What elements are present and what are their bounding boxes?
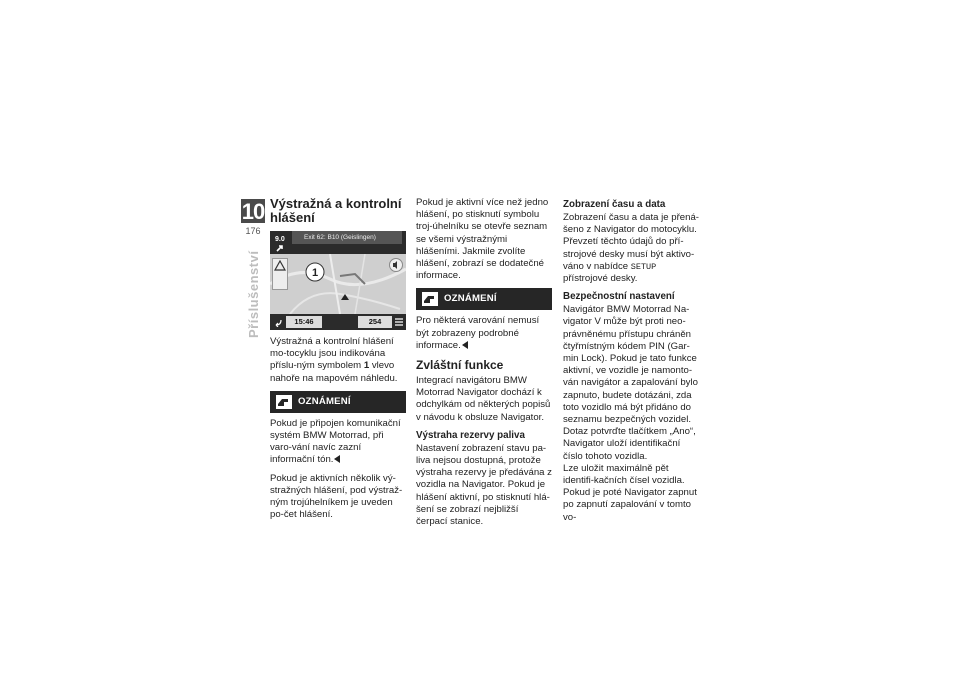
subsection-heading: Výstraha rezervy paliva [416, 429, 525, 441]
column-2 [416, 197, 552, 534]
warning-panel[interactable] [272, 258, 288, 290]
warning-triangle-icon[interactable] [273, 259, 287, 273]
text: Pro některá varování nemusí být zobrazeny podrobné informace. [416, 315, 540, 351]
note-box [416, 288, 552, 310]
column-3 [563, 197, 699, 530]
subsection-heading: Zobrazení času a data [563, 199, 666, 210]
page-number: 176 [245, 226, 261, 236]
map-callout-1: 1 [311, 267, 319, 279]
paragraph: Pokud je poté Navigator zapnut po zapnutí zapalování v tomto vo- [563, 487, 697, 523]
note-box [270, 391, 406, 413]
paragraph: Pokud je aktivní více než jedno hlášení, po stisknutí symbolu troj-úhelníku se otevře seznam se všemi výstražnými hlášeními. Jakmile zvolíte hlášení, zobrazí se dodatečné informace. [416, 197, 549, 282]
paragraph [270, 418, 406, 467]
section-heading: Zvláštní funkce [416, 358, 504, 373]
section-title: Výstražná a kontrolní hlášení [270, 196, 402, 225]
note-label: OZNÁMENÍ [444, 293, 497, 305]
paragraph [270, 336, 406, 385]
paragraph: Nastavení zobrazení stavu pa-liva nejsou dostupná, protože výstraha rezervy je předávána z vozidla na Navigator. Pokud je hlášení aktivní, po stisknutí hlá-šení se zobrazí nejbližší čerpací stanice. [416, 442, 552, 528]
column-1 [270, 197, 406, 527]
text: vlevo nahoře na mapovém náhledu. [270, 360, 398, 384]
side-chapter-title: Příslušenství [246, 250, 261, 338]
callout-number: 1 [363, 360, 370, 372]
volume-icon[interactable] [389, 258, 403, 272]
nav-bottom-bar [270, 314, 406, 330]
note-label: OZNÁMENÍ [298, 395, 351, 407]
note-hand-icon [276, 395, 292, 409]
paragraph: Pokud je aktivních několik vý-stražných hlášení, pod výstraž-ným trojúhelníkem je uveden po-čet hlášení. [270, 472, 403, 521]
nav-route-info: Exit 62: B10 (Geislingen) [292, 231, 402, 244]
paragraph [416, 315, 552, 352]
end-marker-icon [462, 341, 468, 349]
turn-arrow-icon [276, 244, 286, 252]
back-icon[interactable] [273, 317, 283, 327]
end-marker-icon [334, 455, 340, 463]
paragraph: Navigátor BMW Motorrad Na-vigator V může být proti neo-právněnému přístupu chráněn čtyřmístným kódem PIN (Gar-min Lock). Pokud je tato funkce aktivní, ve vozidle je namonto-ván navigátor a zapalování bylo zapnuto, budete dotázáni, zda toto vozidlo má být přidáno do seznamu bezpečných vozidel. Dotaz potvrďte tlačítkem „Ano“, Navigator uloží identifikační číslo tohoto vozidla. [563, 304, 698, 462]
nav-time-left: 9.0 [275, 236, 285, 243]
chapter-number: 10 [241, 199, 265, 224]
map-view [270, 254, 406, 314]
nav-top-bar [270, 231, 406, 254]
text: Pokud je připojen komunikační systém BMW Motorrad, při varo-vání navíc zazní informační tón. [270, 417, 401, 466]
clock-field: 15:46 [286, 316, 322, 328]
subsection-heading: Bezpečnostní nastavení [563, 291, 675, 303]
menu-icon[interactable] [394, 317, 404, 327]
paragraph: Integrací navigátoru BMW Motorrad Navigator dochází k odchylkám od některých popisů v návodu k obsluze Navigator. [416, 375, 551, 423]
distance-field: 254 [358, 316, 392, 328]
paragraph [563, 212, 699, 285]
menu-code: SETUP [630, 261, 657, 272]
navigator-screenshot [270, 231, 406, 330]
paragraph: Lze uložit maximálně pět identifi-kačních čísel vozidla. [563, 462, 685, 487]
text: Zobrazení času a data je přená-šeno z Navigator do motocyklu. Převzetí těchto údajů do pří-strojové desky musí být aktivo-váno v nabídce [563, 212, 699, 272]
text: přístrojové desky. [563, 273, 638, 285]
note-hand-icon [422, 292, 438, 306]
text: Výstražná a kontrolní hlášení mo-tocyklu jsou indikována příslu-ným symbolem [270, 336, 394, 372]
